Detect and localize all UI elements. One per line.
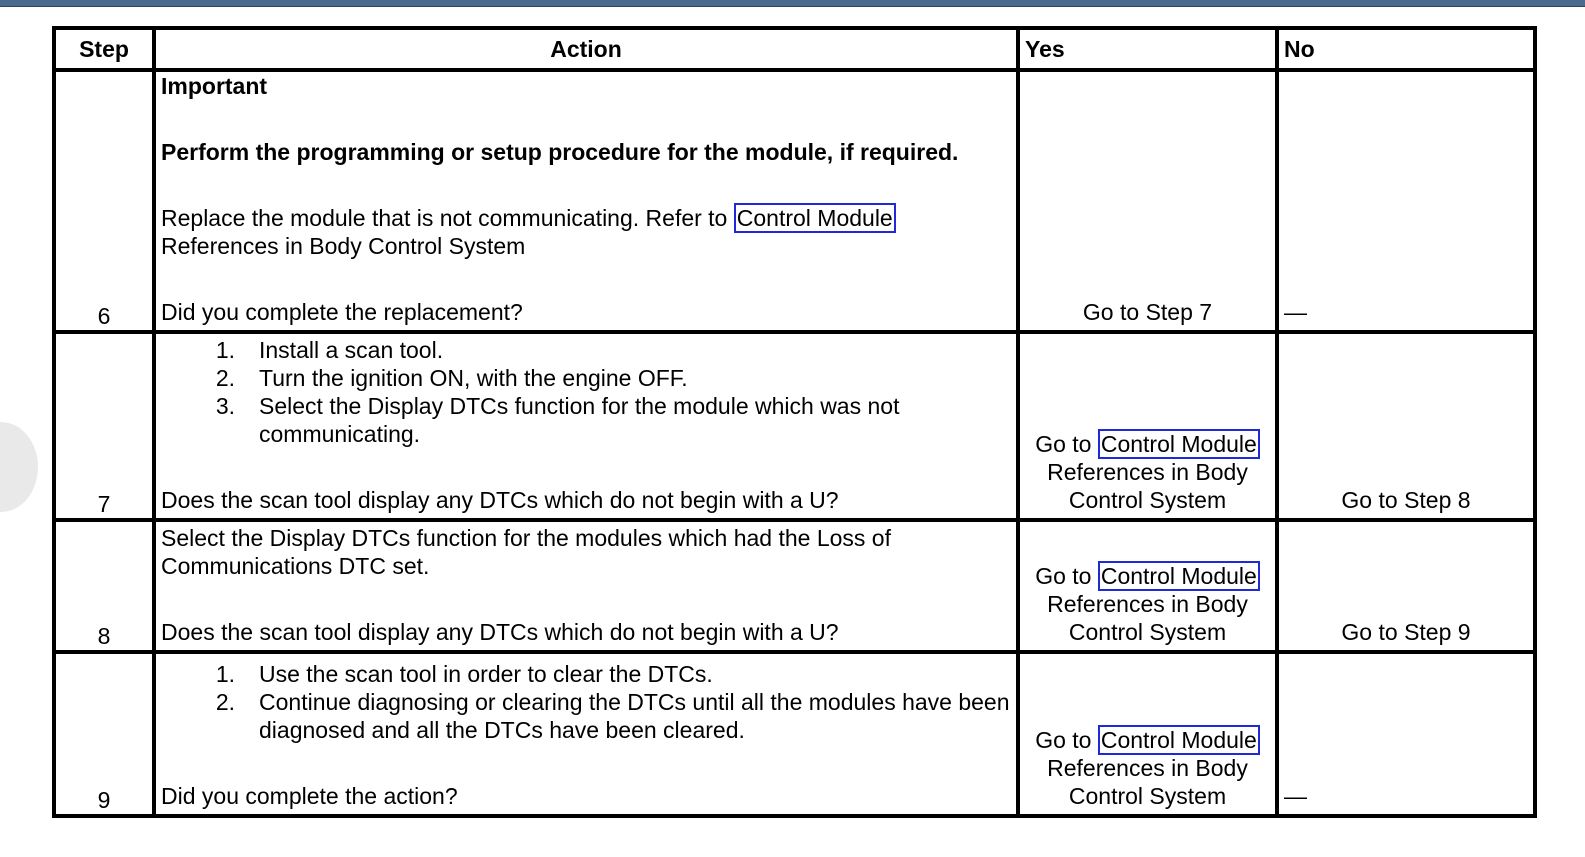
question-text: Did you complete the action?	[161, 783, 458, 809]
list-item: 1. Install a scan tool.	[215, 337, 444, 363]
yes-prefix: Go to	[1035, 563, 1098, 589]
replace-instruction	[161, 204, 1011, 260]
question-text: Does the scan tool display any DTCs which do not begin with a U?	[161, 487, 839, 513]
yes-prefix: Go to	[1035, 727, 1098, 753]
go-to-step-7-link[interactable]: Go to Step 7	[1082, 299, 1213, 325]
no-cell	[1277, 332, 1535, 520]
yes-cell	[1018, 332, 1277, 520]
table-row	[54, 652, 1535, 816]
important-label: Important	[161, 73, 268, 99]
question-text: Did you complete the replacement?	[161, 299, 523, 325]
table-row	[54, 70, 1535, 332]
list-item: 3. Select the Display DTCs function for the module which was not communicating.	[215, 393, 900, 447]
step-number: 7	[54, 332, 154, 520]
instruction-text: Select the Display DTCs function for the modules which had the Loss of Communications DTC set.	[161, 525, 891, 579]
instruction-list	[161, 336, 1011, 448]
go-to-step-9-link[interactable]: Go to Step 9	[1341, 619, 1471, 645]
step-number: 8	[54, 520, 154, 652]
side-scroll-handle[interactable]	[0, 422, 38, 512]
step-number: 6	[54, 70, 154, 332]
no-cell	[1277, 70, 1535, 332]
window-top-bar	[0, 0, 1585, 7]
no-result-dash: —	[1284, 783, 1307, 809]
go-to-step-8-link[interactable]: Go to Step 8	[1341, 487, 1471, 513]
control-module-link[interactable]: Control Module	[734, 203, 896, 233]
yes-cell	[1018, 520, 1277, 652]
no-cell	[1277, 652, 1535, 816]
table-row	[54, 520, 1535, 652]
control-module-link[interactable]: Control Module	[1098, 561, 1260, 591]
diagnostic-table	[52, 26, 1537, 818]
list-item: 1. Use the scan tool in order to clear the DTCs.	[215, 661, 713, 687]
no-cell	[1277, 520, 1535, 652]
no-result-dash: —	[1284, 299, 1307, 325]
header-action: Action	[154, 28, 1018, 70]
yes-suffix: References in Body Control System	[1047, 591, 1248, 645]
header-step: Step	[54, 28, 154, 70]
action-cell	[154, 332, 1018, 520]
control-module-link[interactable]: Control Module	[1098, 429, 1260, 459]
action-cell	[154, 70, 1018, 332]
header-yes: Yes	[1018, 28, 1277, 70]
instruction-text-cont: References in Body Control System	[161, 233, 526, 259]
control-module-link[interactable]: Control Module	[1098, 725, 1260, 755]
action-cell	[154, 652, 1018, 816]
yes-prefix: Go to	[1035, 431, 1098, 457]
question-text: Does the scan tool display any DTCs which do not begin with a U?	[161, 619, 839, 645]
header-no: No	[1277, 28, 1535, 70]
action-cell	[154, 520, 1018, 652]
table-row	[54, 332, 1535, 520]
instruction-text: Replace the module that is not communicating. Refer to	[161, 205, 734, 231]
yes-suffix: References in Body Control System	[1047, 459, 1248, 513]
table-header-row	[54, 28, 1535, 70]
yes-cell	[1018, 70, 1277, 332]
instruction-list	[161, 660, 1011, 744]
list-item: 2. Continue diagnosing or clearing the DTCs until all the modules have been diagnosed and all the DTCs have been cleared.	[215, 689, 1010, 743]
bold-note: Perform the programming or setup procedure for the module, if required.	[161, 139, 959, 165]
list-item: 2. Turn the ignition ON, with the engine OFF.	[215, 365, 688, 391]
step-number: 9	[54, 652, 154, 816]
yes-suffix: References in Body Control System	[1047, 755, 1248, 809]
yes-cell	[1018, 652, 1277, 816]
